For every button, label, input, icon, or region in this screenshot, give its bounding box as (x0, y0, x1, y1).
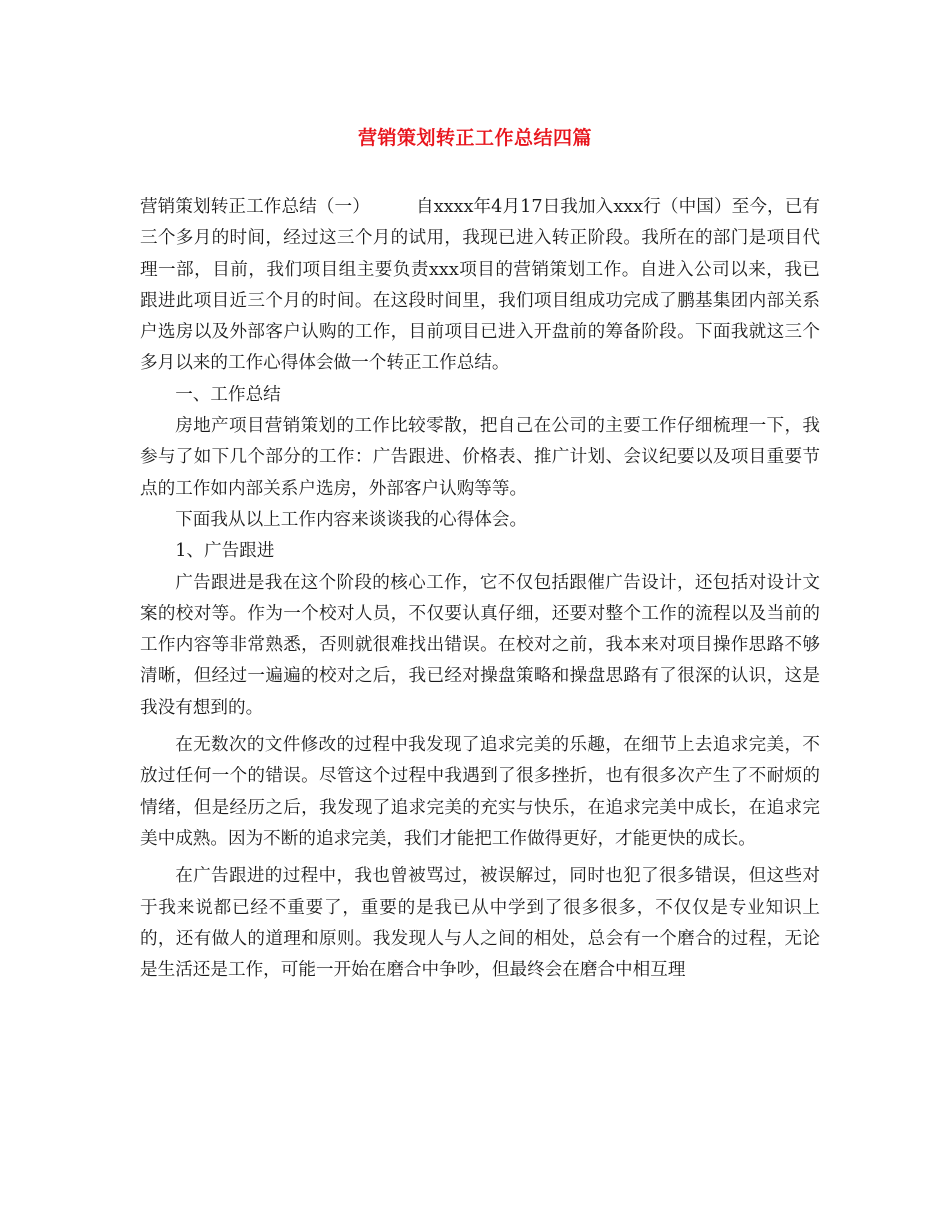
heading-ad-follow-up: 1、广告跟进 (175, 541, 275, 562)
document-title: 营销策划转正工作总结四篇 (357, 127, 592, 149)
document-body (140, 192, 820, 986)
paragraph-ad-follow-up: 广告跟进是我在这个阶段的核心工作，它不仅包括跟催广告设计，还包括对设计文案的校对等。作为一个校对人员，不仅要认真仔细，还要对整个工作的流程以及当前的工作内容等非常熟悉，否则就很难找出错误。在校对之前，我本来对项目操作思路不够清晰，但经过一遍遍的校对之后，我已经对操盘策略和操盘思路有了很深的认识，这是我没有想到的。 (140, 572, 820, 718)
paragraph-text: 自xxxx年4月17日我加入xxx行（中国）至今，已有三个多月的时间，经过这三个月的试用，我现已进入转正阶段。我所在的部门是项目代理一部，目前，我们项目组主要负责xxx项目的营销策划工作。自进入公司以来，我已跟进此项目近三个月的时间。在这段时间里，我们项目组成功完成了鹏基集团内部关系户选房以及外部客户认购的工作，目前项目已进入开盘前的筹备阶段。下面我就这三个多月以来的工作心得体会做一个转正工作总结。 (140, 197, 820, 374)
paragraph-growth: 在广告跟进的过程中，我也曾被骂过，被误解过，同时也犯了很多错误，但这些对于我来说都已经不重要了，重要的是我已从中学到了很多很多，不仅仅是专业知识上的，还有做人的道理和原则。我发现人与人之间的相处，总会有一个磨合的过程，无论是生活还是工作，可能一开始在磨合中争吵，但最终会在磨合中相互理 (140, 866, 820, 981)
section-heading: 营销策划转正工作总结（一） (140, 197, 370, 217)
paragraph-work-overview: 房地产项目营销策划的工作比较零散，把自己在公司的主要工作仔细梳理一下，我参与了如下几个部分的工作：广告跟进、价格表、推广计划、会议纪要以及项目重要节点的工作如内部关系户选房，外部客户认购等等。 (140, 416, 820, 499)
intro-paragraph (140, 192, 820, 380)
heading-work-summary: 一、工作总结 (175, 384, 281, 405)
paragraph-perfection: 在无数次的文件修改的过程中我发现了追求完美的乐趣，在细节上去追求完美，不放过任何一个的错误。尽管这个过程中我遇到了很多挫折，也有很多次产生了不耐烦的情绪，但是经历之后，我发现了追求完美的充实与快乐，在追求完美中成长，在追求完美中成熟。因为不断的追求完美，我们才能把工作做得更好，才能更快的成长。 (140, 735, 820, 849)
paragraph-transition: 下面我从以上工作内容来谈谈我的心得体会。 (175, 509, 528, 530)
